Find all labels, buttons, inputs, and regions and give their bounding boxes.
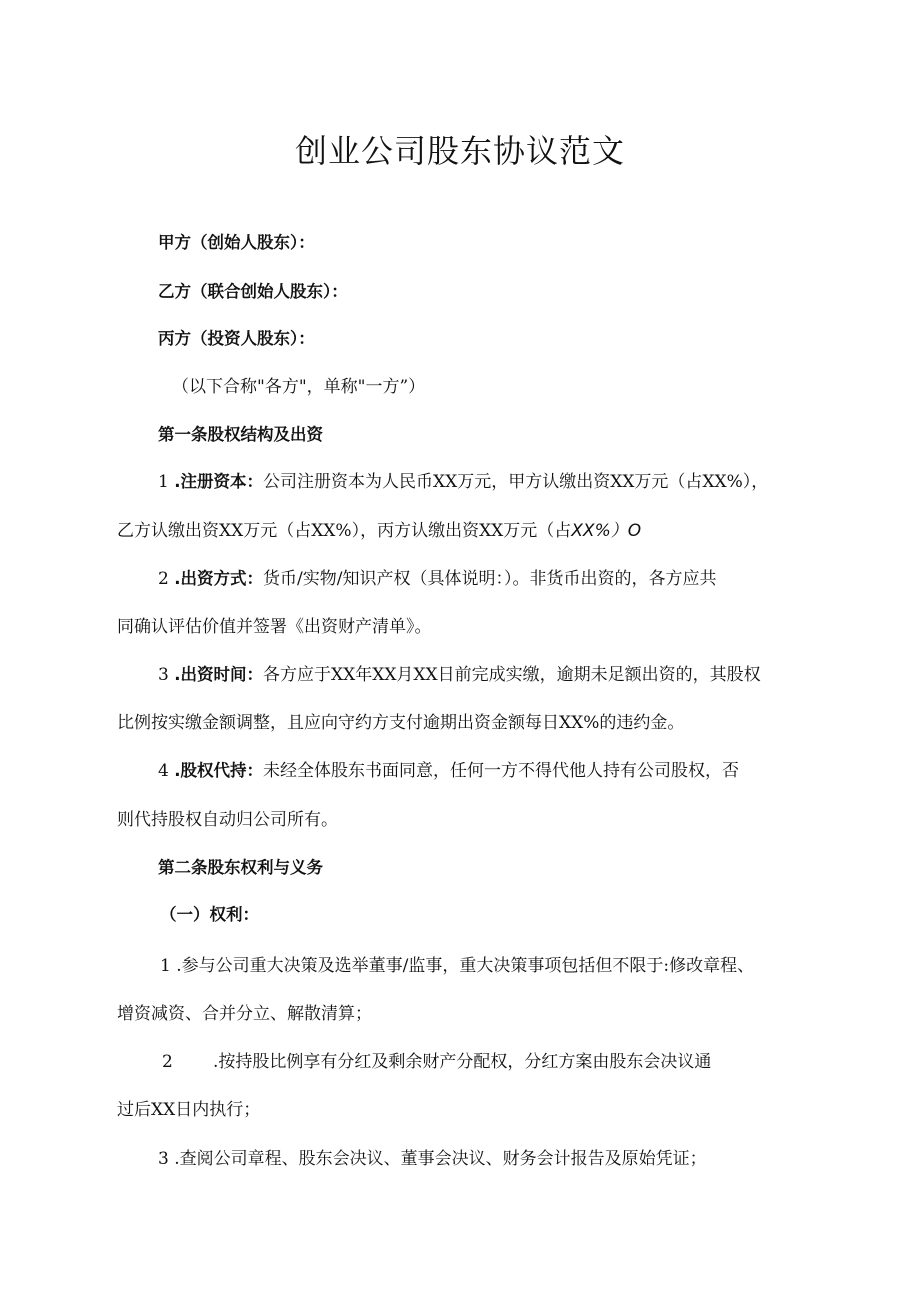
right-1-line-1: 1 .参与公司重大决策及选举董事/监事，重大决策事项包括但不限于:修改章程、 [160, 956, 755, 976]
clause-3-label: .出资时间： [174, 665, 264, 684]
clause-2-line-2: 同确认评估价值并签署《出资财产清单》。 [117, 617, 432, 637]
clause-4-number: 4 [158, 761, 169, 781]
clause-4-line-2: 则代持股权自动归公司所有。 [117, 810, 338, 830]
right-2-line-2: 过后XX日内执行； [117, 1100, 261, 1120]
party-c: 丙方（投资人股东）： [158, 329, 315, 348]
right-2-line-1: .按持股比例享有分红及剩余财产分配权，分红方案由股东会决议通 [213, 1052, 712, 1072]
clause-1-line-1 [158, 470, 768, 494]
clause-1-text-2b: XX%）O [571, 521, 642, 541]
article-1-heading: 第一条股权结构及出资 [158, 425, 323, 444]
clause-1-number: 1 [158, 472, 169, 492]
party-a: 甲方（创始人股东）： [158, 233, 315, 252]
clause-2-line-1 [158, 567, 716, 591]
party-b: 乙方（联合创始人股东）： [158, 282, 348, 301]
clause-3-line-1 [158, 663, 761, 687]
article-2-heading: 第二条股东权利与义务 [158, 858, 323, 877]
document-title: 创业公司股东协议范文 [294, 132, 625, 170]
rights-subheading-text: （一）权利： [160, 905, 259, 924]
clause-3-line-2: 比例按实缴金额调整，且应向守约方支付逾期出资金额每日XX%的违约金。 [117, 713, 685, 733]
clause-2-number: 2 [158, 569, 169, 589]
clause-1-line-2 [117, 519, 641, 543]
clause-2-text-1: 货币/实物/知识产权（具体说明：）。非货币出资的，各方应共 [263, 569, 717, 589]
clause-2-label: .出资方式： [174, 569, 264, 588]
clause-3-text-1: 各方应于XX年XX月XX日前完成实缴，逾期未足额出资的，其股权 [263, 665, 761, 685]
clause-4-text-1: 未经全体股东书面同意，任何一方不得代他人持有公司股权，否 [263, 761, 740, 781]
clause-1-label: .注册资本： [174, 472, 264, 491]
clause-1-text-2a: 乙方认缴出资XX万元（占XX%），丙方认缴出资XX万元（占 [117, 521, 572, 541]
right-2-number: 2 [162, 1052, 173, 1072]
rights-subheading [160, 903, 259, 927]
clause-1-text-1: 公司注册资本为人民币XX万元，甲方认缴出资XX万元（占XX%）， [263, 472, 769, 492]
clause-4-label: .股权代持： [174, 761, 264, 780]
clause-3-number: 3 [158, 665, 169, 685]
collective-note: （以下合称"各方"，单称"一方”） [172, 377, 426, 397]
right-1-line-2: 增资减资、合并分立、解散清算； [117, 1004, 372, 1024]
right-3-line-1: 3 .查阅公司章程、股东会决议、董事会决议、财务会计报告及原始凭证； [158, 1149, 707, 1169]
clause-4-line-1 [158, 759, 739, 783]
